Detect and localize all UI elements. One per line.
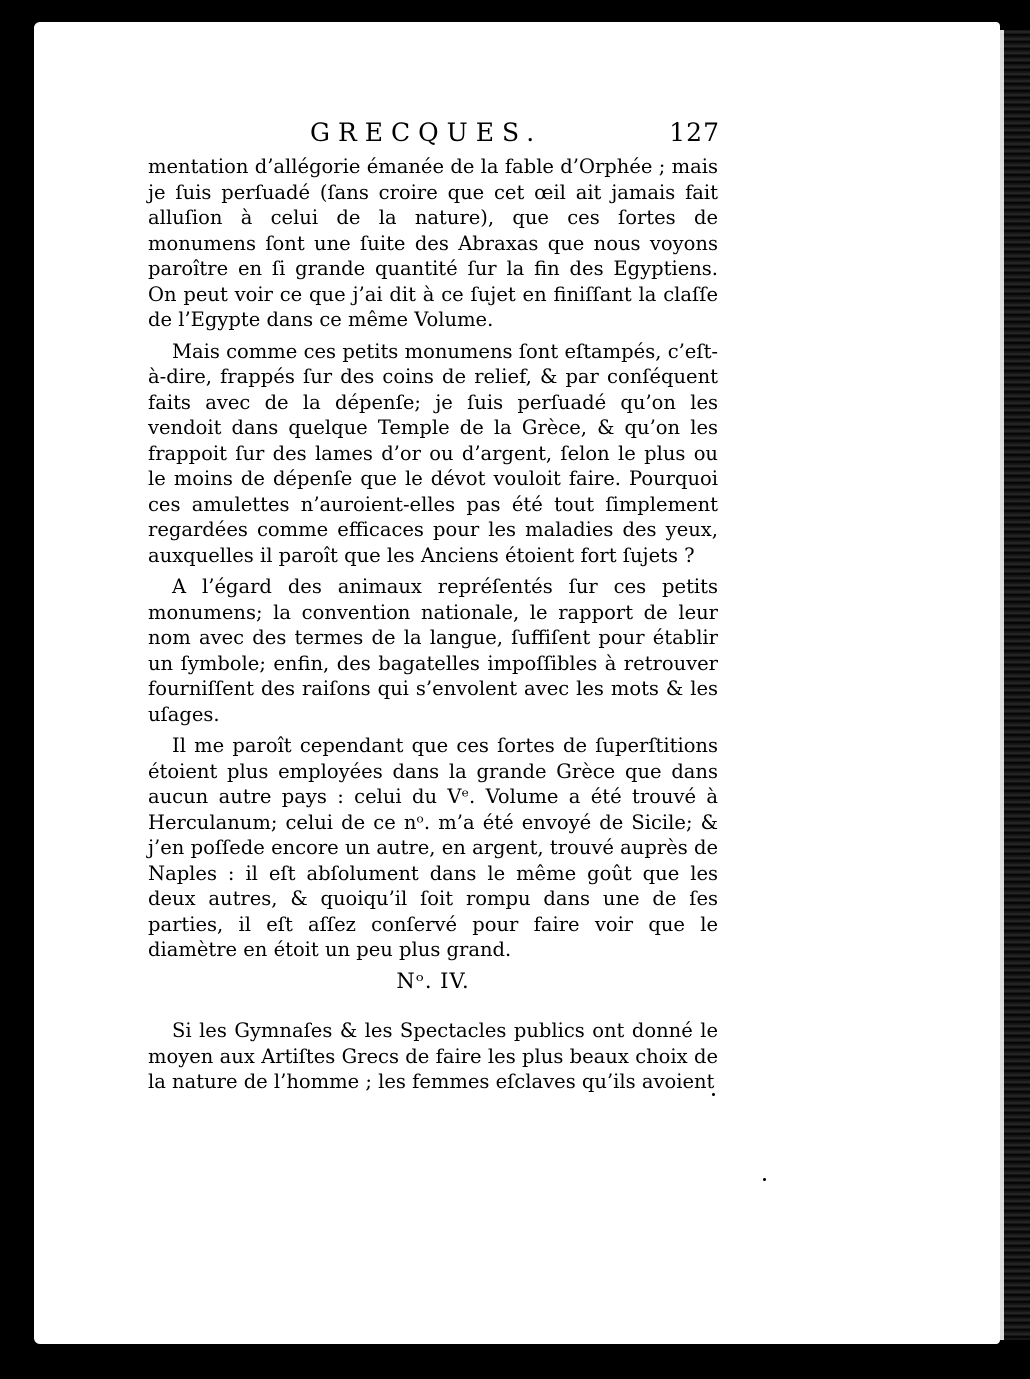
paragraph-2: Mais comme ces petits monumens ſont eſtampés, c’eſt-à-dire, frappés ſur des coins de relief, & par conſéquent faits avec de la dépenſe; je ſuis perſuadé qu’on les vendoit dans quelque Temple de la Grèce, & qu’on les frappoit ſur des lames d’or ou d’argent, ſelon le plus ou le moins de dépenſe que le dévot vouloit faire. Pourquoi ces amulettes n’auroient-elles pas été tout ſimplement regardées comme efficaces pour les maladies des yeux, auxquelles il paroît que les Anciens étoient fort ſujets ? — [148, 339, 718, 567]
speck — [712, 1093, 715, 1096]
running-head: GRECQUES. — [310, 118, 543, 147]
page-edge-shadow — [1000, 30, 1030, 1340]
body-text — [148, 154, 718, 1101]
paragraph-5: Si les Gymnaſes & les Spectacles publics ont donné le moyen aux Artiſtes Grecs de faire les plus beaux choix de la nature de l’homme ; les femmes eſclaves qu’ils avoient — [148, 1019, 718, 1093]
section-heading: Nᵒ. IV. — [396, 968, 470, 993]
speck — [763, 1178, 766, 1181]
page-number: 127 — [669, 118, 720, 147]
paragraph-3: A l’égard des animaux repréſentés ſur ces petits monumens; la convention nationale, le rapport de leur nom avec des termes de la langue, ſuffiſent pour établir un ſymbole; enfin, des bagatelles impoſſibles à retrouver fourniſſent des raiſons qui s’envolent avec les mots & les uſages. — [148, 575, 718, 726]
paragraph-4: Il me paroît cependant que ces ſortes de ſuperſtitions étoient plus employées dans la grande Grèce que dans aucun autre pays : celui du Vᵉ. Volume a été trouvé à Herculanum; celui de ce nᵒ. m’a été envoyé de Sicile; & j’en poſſede encore un autre, en argent, trouvé auprès de Naples : il eſt abſolument dans le même goût que les deux autres, & quoiqu’il ſoit rompu dans une de ſes parties, il eſt aſſez conſervé pour faire voir que le diamètre en étoit un peu plus grand. — [148, 734, 718, 961]
paragraph-1: mentation d’allégorie émanée de la fable d’Orphée ; mais je ſuis perſuadé (ſans croire que cet œil ait jamais fait alluſion à celui de la nature), que ces ſortes de monumens ſont une ſuite des Abraxas que nous voyons paroître en ſi grande quantité ſur la fin des Egyptiens. On peut voir ce que j’ai dit à ce ſujet en finiſſant la claſſe de l’Egypte dans ce même Volume. — [148, 155, 718, 331]
page-header — [310, 118, 720, 152]
